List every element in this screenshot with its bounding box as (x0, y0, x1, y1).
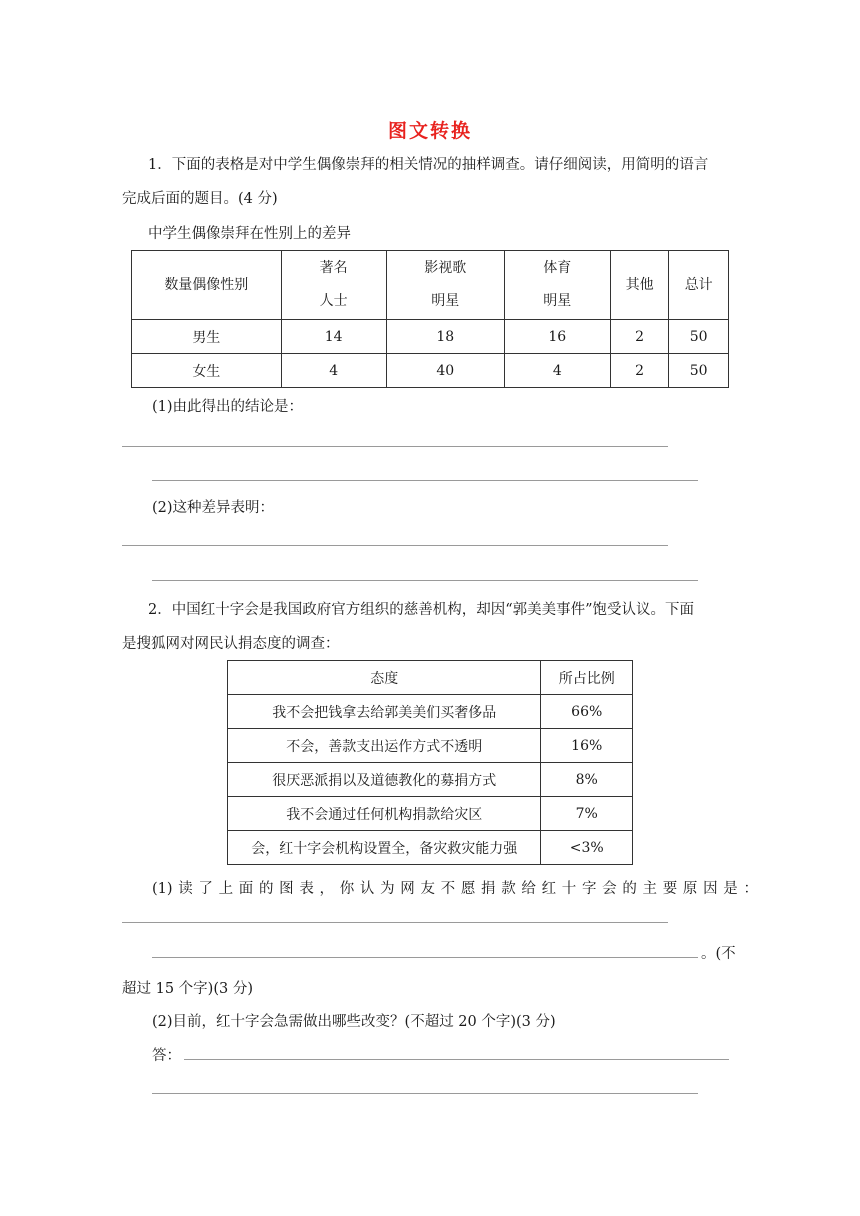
table-row (132, 354, 729, 388)
table-cell: 不会，善款支出运作方式不透明 (228, 729, 541, 763)
table-header-row (132, 251, 729, 320)
q2-sub2: (2)目前，红十字会急需做出哪些改变？(不超过 20 个字)(3 分) (152, 1014, 556, 1030)
table-cell: 40 (386, 354, 504, 388)
q2-intro-line2: 是搜狐网对网民认捐态度的调查： (122, 636, 340, 652)
answer-line[interactable] (122, 922, 668, 923)
q2-sub1-char: 字 (581, 881, 597, 897)
q2-sub1-char: 图 (279, 881, 294, 897)
q2-sub1-char: ： (743, 881, 758, 897)
q2-sub1-char: 因 (703, 881, 718, 897)
table-cell: 7% (541, 797, 633, 831)
q1-table-caption: 中学生偶像崇拜在性别上的差异 (148, 226, 351, 242)
table-cell: 8% (541, 763, 633, 797)
q2-sub1-tail: 。(不 (701, 946, 736, 962)
q2-sub1-char: 是 (723, 881, 738, 897)
q2-sub1-char: 要 (662, 881, 678, 897)
q2-sub1-char: 会 (602, 881, 617, 897)
table-cell: 很厌恶派捐以及道德教化的募捐方式 (228, 763, 541, 797)
answer-line[interactable] (152, 480, 698, 481)
q2-sub1-char: 认 (359, 881, 375, 897)
q2-sub1-char: 给 (521, 881, 536, 897)
donation-attitude-table (227, 660, 633, 865)
table-cell: 2 (610, 320, 669, 354)
q2-sub1-char: 主 (642, 881, 658, 897)
q2-sub1-char: 了 (198, 881, 213, 897)
table-cell: 66% (541, 695, 633, 729)
q2-sub1-char: 款 (501, 881, 516, 897)
q2-sub1-char: 友 (420, 881, 435, 897)
table-cell: 18 (386, 320, 504, 354)
table-cell: 2 (610, 354, 669, 388)
answer-line[interactable] (122, 545, 668, 546)
table-row (228, 797, 633, 831)
q2-sub1-char: 不 (440, 881, 456, 897)
answer-line[interactable] (152, 1093, 698, 1094)
column-header: 其他 (610, 251, 669, 320)
table-row (228, 729, 633, 763)
q2-sub1-char: 的 (258, 881, 274, 897)
table-cell: 16 (504, 320, 610, 354)
q2-sub1-char: 读 (178, 881, 193, 897)
q1-intro-line2: 完成后面的题目。(4 分) (122, 191, 278, 207)
column-header: 影视歌 明星 (386, 251, 504, 320)
column-header: 总计 (669, 251, 729, 320)
table-cell: 我不会把钱拿去给郭美美们买奢侈品 (228, 695, 541, 729)
row-label: 男生 (132, 320, 282, 354)
q2-sub1-char: 的 (622, 881, 637, 897)
answer-line[interactable] (152, 580, 698, 581)
table-cell: 4 (281, 354, 386, 388)
column-header: 著名 人士 (281, 251, 386, 320)
q2-sub1 (152, 879, 758, 899)
table-row (228, 763, 633, 797)
q2-sub1-char: 你 (339, 881, 355, 897)
q1-sub2: (2)这种差异表明： (152, 500, 275, 516)
q2-intro-line1: 2．中国红十字会是我国政府官方组织的慈善机构，却因“郭美美事件”饱受认议。下面 (148, 602, 695, 618)
table-cell: <3% (541, 831, 633, 865)
q2-sub1-char: 上 (218, 881, 234, 897)
q2-sub1-char: 红 (541, 881, 557, 897)
answer-line[interactable] (152, 957, 698, 958)
table-row (132, 320, 729, 354)
table-cell: 50 (669, 320, 729, 354)
q2-sub1-char: 为 (380, 881, 395, 897)
table-cell: 4 (504, 354, 610, 388)
page-title: 图文转换 (387, 120, 472, 142)
table-cell: 50 (669, 354, 729, 388)
column-header: 态度 (228, 661, 541, 695)
answer-label: 答： (152, 1048, 181, 1064)
q2-sub1-char: 表 (299, 881, 314, 897)
column-header: 所占比例 (541, 661, 633, 695)
answer-line[interactable] (184, 1059, 729, 1060)
q2-sub1-char: ， (319, 881, 335, 897)
q2-sub1-char: (1) (152, 881, 173, 897)
q2-sub1-char: 网 (400, 881, 415, 897)
corner-header: 数量偶像性别 (132, 251, 282, 320)
q1-sub1: (1)由此得出的结论是： (152, 399, 304, 415)
table-cell: 我不会通过任何机构捐款给灾区 (228, 797, 541, 831)
idol-gender-table (131, 250, 729, 388)
table-cell: 14 (281, 320, 386, 354)
q2-sub1-char: 捐 (481, 881, 496, 897)
row-label: 女生 (132, 354, 282, 388)
table-cell: 会，红十字会机构设置全，备灾救灾能力强 (228, 831, 541, 865)
q2-sub1-line2: 超过 15 个字)(3 分) (122, 981, 253, 997)
table-header-row (228, 661, 633, 695)
table-row (228, 695, 633, 729)
answer-line[interactable] (122, 446, 668, 447)
column-header: 体育 明星 (504, 251, 610, 320)
q1-intro-line1: 1．下面的表格是对中学生偶像崇拜的相关情况的抽样调查。请仔细阅读，用简明的语言 (148, 157, 709, 173)
q2-sub1-char: 原 (682, 881, 698, 897)
q2-sub1-char: 面 (238, 881, 254, 897)
q2-sub1-char: 愿 (460, 881, 476, 897)
q2-sub1-char: 十 (561, 881, 577, 897)
table-cell: 16% (541, 729, 633, 763)
table-row (228, 831, 633, 865)
